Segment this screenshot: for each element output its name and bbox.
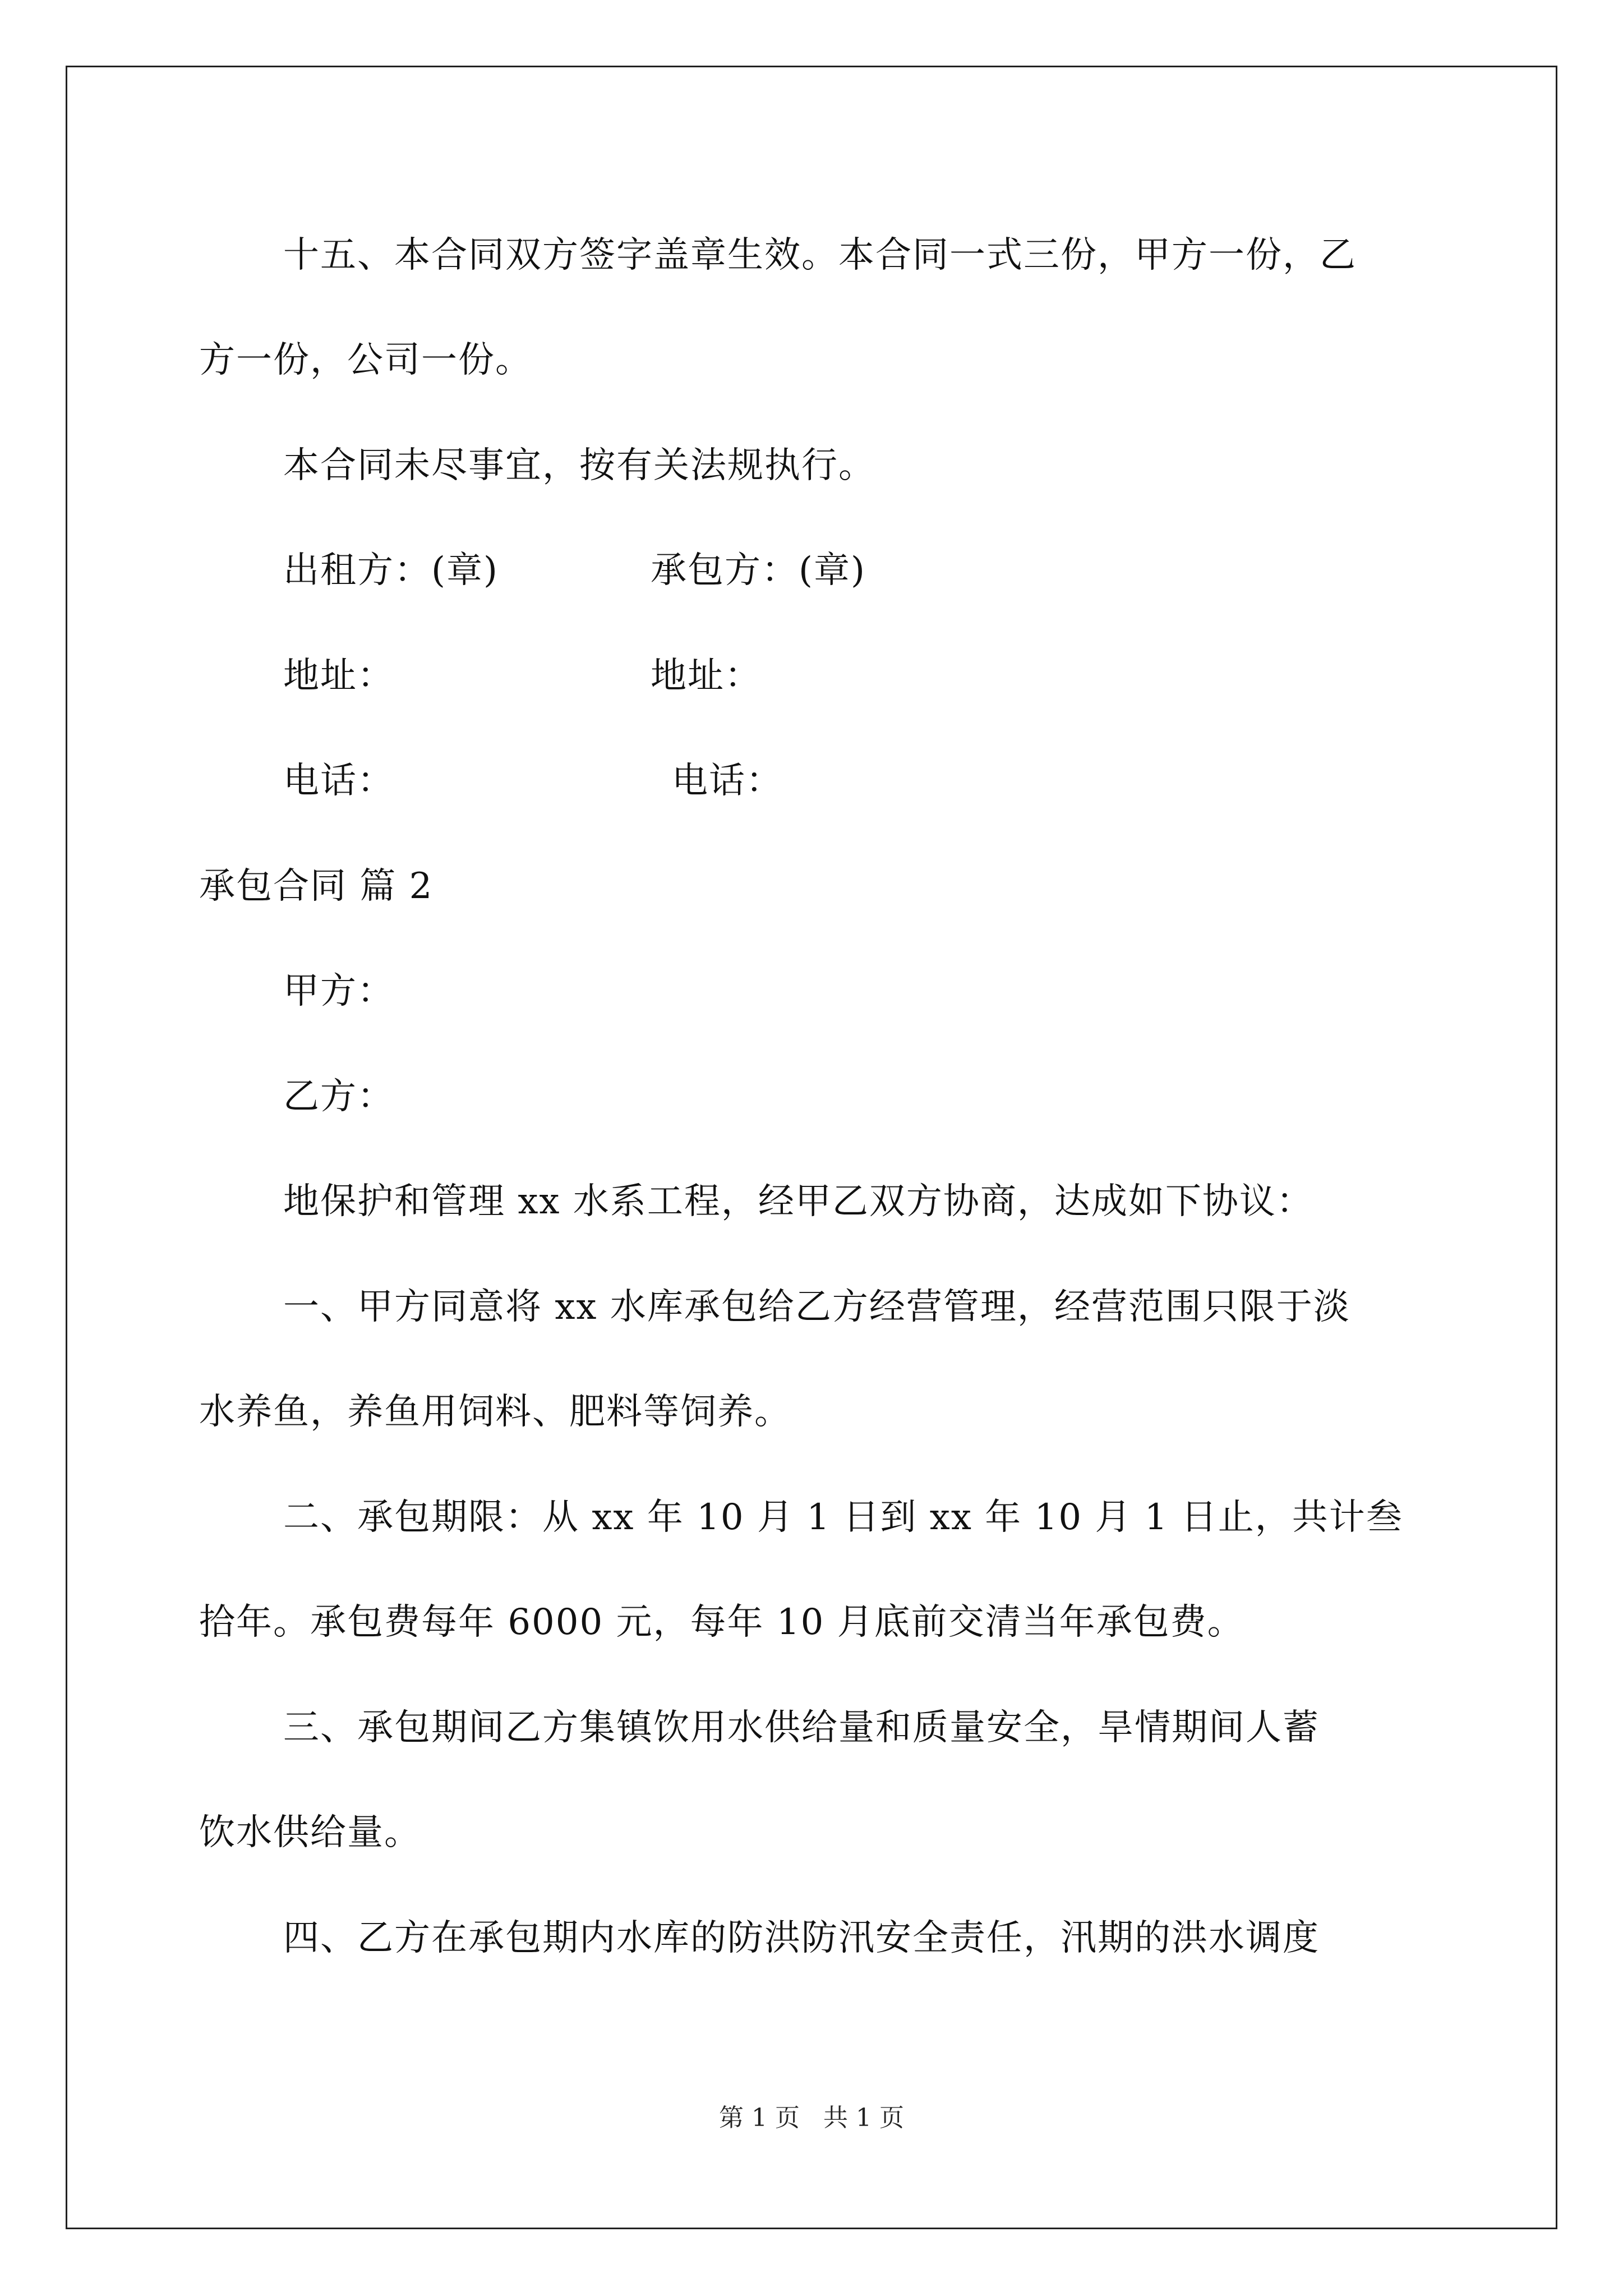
lessor-phone-label: 电话：	[283, 760, 394, 802]
page-frame	[66, 66, 1557, 2229]
page-number-total: 共 1 页	[823, 2104, 904, 2132]
contractor-address-label: 地址：	[651, 655, 762, 697]
clause-1-line1: 一、甲方同意将 xx 水库承包给乙方经营管理，经营范围只限于淡	[283, 1286, 1350, 1328]
clause-2-line1: 二、承包期限：从 xx 年 10 月 1 日到 xx 年 10 月 1 日止，共计叁	[283, 1497, 1403, 1538]
clause-4-line1: 四、乙方在承包期内水库的防洪防汛安全责任，汛期的洪水调度	[283, 1917, 1320, 1959]
page-number-current: 第 1 页	[719, 2104, 800, 2132]
clause-2-line2: 拾年。承包费每年 6000 元，每年 10 月底前交清当年承包费。	[199, 1602, 1244, 1643]
clause-1-line2: 水养鱼，养鱼用饲料、肥料等饲养。	[199, 1391, 791, 1433]
intro-paragraph: 地保护和管理 xx 水系工程，经甲乙双方协商，达成如下协议：	[283, 1181, 1313, 1222]
clause-3-line2: 饮水供给量。	[199, 1812, 421, 1853]
page-footer	[0, 2102, 1623, 2134]
paragraph-clause-15-line2: 方一份，公司一份。	[199, 339, 532, 381]
contractor-phone-label: 电话：	[672, 760, 783, 802]
party-a-label: 甲方：	[283, 970, 394, 1012]
lessor-address-label: 地址：	[283, 655, 394, 697]
section-heading: 承包合同 篇 2	[199, 866, 434, 907]
lessor-seal-label: 出租方：(章)	[283, 550, 499, 591]
clause-3-line1: 三、承包期间乙方集镇饮用水供给量和质量安全，旱情期间人蓄	[283, 1707, 1320, 1749]
contractor-seal-label: 承包方：(章)	[651, 550, 866, 591]
paragraph-clause-15-line1: 十五、本合同双方签字盖章生效。本合同一式三份，甲方一份，乙	[283, 234, 1357, 276]
party-b-label: 乙方：	[283, 1076, 394, 1117]
paragraph-unresolved-matters: 本合同未尽事宜，按有关法规执行。	[283, 445, 875, 486]
